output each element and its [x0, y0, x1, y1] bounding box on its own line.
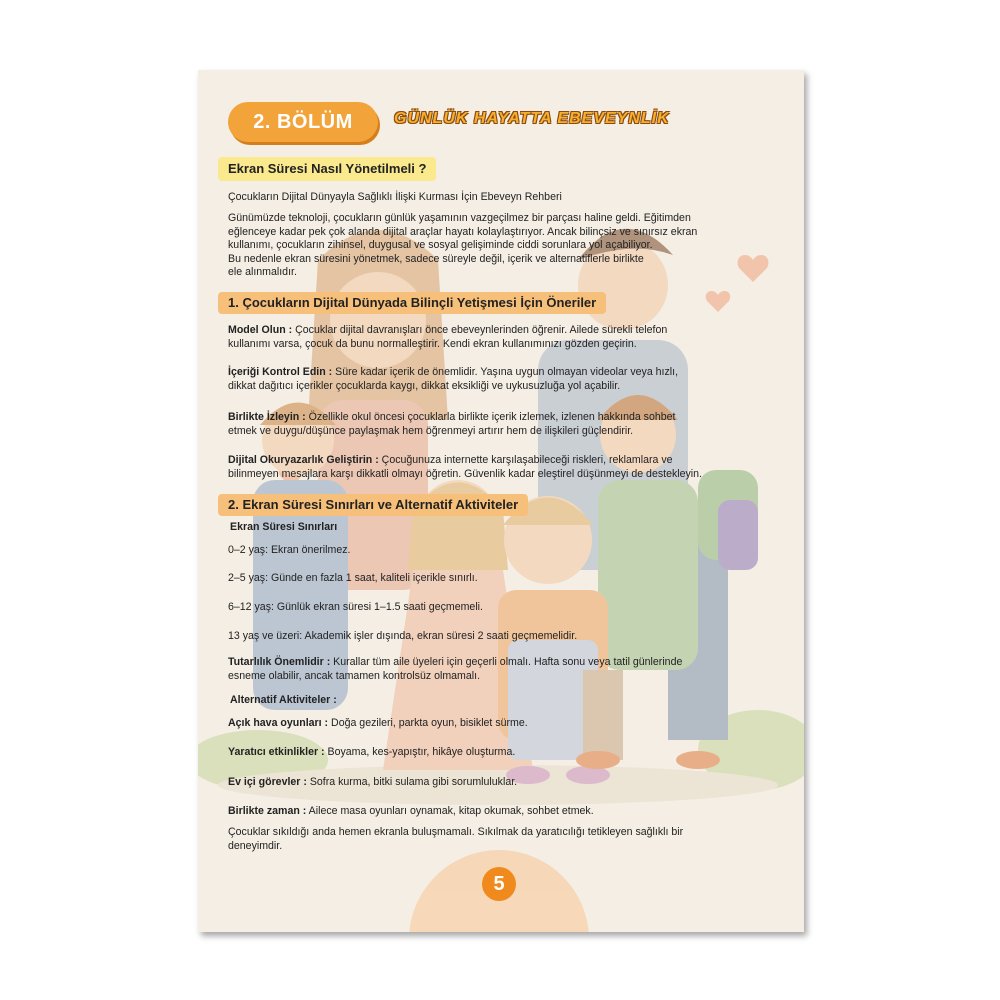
activity-item: [228, 805, 776, 819]
activity-item: [228, 776, 776, 790]
closing-paragraph: [228, 826, 776, 853]
closing-line: Çocuklar sıkıldığı anda hemen ekranla buluşmamalı. Sıkılmak da yaratıcılığı tetikleyen sağlıklı bir: [228, 826, 684, 838]
consistency-note: [228, 656, 776, 683]
limits-title-text: Ekran Süresi Sınırları: [230, 521, 338, 533]
limits-title: [230, 521, 778, 535]
limit-item: 2–5 yaş: Günde en fazla 1 saat, kaliteli içerikle sınırlı.: [228, 572, 478, 584]
chapter-badge: [228, 102, 378, 142]
recommendation-item: [228, 324, 776, 351]
chapter-label: 2. BÖLÜM: [253, 111, 353, 133]
consistency-text: esneme olabilir, ancak tamamen kontrolsüz olmamalı.: [228, 669, 481, 682]
item-text: Süre kadar içerik de önemlidir. Yaşına uygun olmayan videolar veya hızlı,: [332, 366, 679, 378]
intro-line: ele alınmalıdır.: [228, 266, 297, 278]
recommendation-item: [228, 411, 776, 438]
item-label: Birlikte İzleyin :: [228, 411, 306, 423]
activity-label: Yaratıcı etkinlikler :: [228, 746, 325, 758]
section-heading-limits: 2. Ekran Süresi Sınırları ve Alternatif Aktiviteler: [218, 494, 528, 516]
consistency-text: Kurallar tüm aile üyeleri için geçerli olmalı. Hafta sonu veya tatil günlerinde: [330, 656, 683, 668]
item-label: Model Olun :: [228, 324, 293, 336]
document-page: [198, 70, 804, 932]
activity-item: [228, 717, 776, 731]
activity-label: Ev içi görevler :: [228, 776, 307, 788]
item-label: Dijital Okuryazarlık Geliştirin :: [228, 454, 379, 466]
activity-label: Açık hava oyunları :: [228, 717, 329, 729]
activity-text: Boyama, kes-yapıştır, hikâye oluşturma.: [324, 746, 516, 758]
activity-item: [228, 746, 776, 760]
item-text: etmek ve duygu/düşünce paylaşmak hem öğrenmeyi artırır hem de ilişkileri güçlendirir.: [228, 424, 634, 437]
alternatives-title: [230, 694, 778, 708]
intro-paragraph: [228, 212, 776, 280]
limit-item: 6–12 yaş: Günlük ekran süresi 1–1.5 saati geçmemeli.: [228, 601, 483, 613]
intro-line: Bu nedenle ekran süresini yönetmek, sadece süreyle değil, içerik ve alternatiflerle birlikte: [228, 252, 644, 265]
chapter-title: GÜNLÜK HAYATTA EBEVEYNLİK: [394, 110, 670, 127]
item-text: dikkat dağıtıcı içerikler çocuklarda kaygı, dikkat eksikliği ve uykusuzluğa yol açabilir.: [228, 379, 621, 392]
page-number: 5: [482, 867, 516, 901]
item-text: kullanımı varsa, çocuk da bunu normalleştirir. Kendi ekran kullanımınızı gözden geçirin.: [228, 337, 637, 350]
section-subtitle: Çocukların Dijital Dünyayla Sağlıklı İlişki Kurması İçin Ebeveyn Rehberi: [228, 191, 562, 203]
item-label: İçeriği Kontrol Edin :: [228, 366, 333, 378]
consistency-label: Tutarlılık Önemlidir :: [228, 656, 331, 668]
section-heading-recommendations: 1. Çocukların Dijital Dünyada Bilinçli Yetişmesi İçin Öneriler: [218, 292, 606, 314]
activity-label: Birlikte zaman :: [228, 805, 307, 817]
item-text: Çocuklar dijital davranışları önce ebeveynlerinden öğrenir. Ailede sürekli telefon: [292, 324, 668, 336]
item-text: Özellikle okul öncesi çocuklarla birlikte içerik izlemek, izlenen hakkında sohbet: [305, 411, 676, 423]
recommendation-item: [228, 454, 776, 481]
intro-line: kullanımı, çocukların zihinsel, duygusal ve sosyal gelişiminde ciddi sorunlara yol açabiliyor.: [228, 239, 653, 251]
item-text: Çocuğunuza internette karşılaşabileceği riskleri, reklamlara ve: [378, 454, 673, 466]
alternatives-title-text: Alternatif Aktiviteler :: [230, 694, 337, 706]
limit-item: 13 yaş ve üzeri: Akademik işler dışında, ekran süresi 2 saati geçmemelidir.: [228, 630, 578, 642]
activity-text: Ailece masa oyunları oynamak, kitap okumak, sohbet etmek.: [306, 805, 594, 817]
activity-text: Doğa gezileri, parkta oyun, bisiklet sürme.: [328, 717, 528, 729]
limit-item: 0–2 yaş: Ekran önerilmez.: [228, 544, 351, 556]
recommendation-item: [228, 366, 776, 393]
activity-text: Sofra kurma, bitki sulama gibi sorumluluklar.: [306, 776, 518, 788]
intro-line: eğlenceye kadar pek çok alanda dijital araçlar hayatı kolaylaştırıyor. Ancak bilinçsiz ve sınırsız ekran: [228, 225, 698, 238]
intro-line: Günümüzde teknoloji, çocukların günlük yaşamının vazgeçilmez bir parçası haline geldi. Eğitimden: [228, 212, 691, 224]
closing-line: deneyimdir.: [228, 839, 283, 852]
item-text: bilinmeyen mesajlara karşı dikkatli olmayı öğretin. Güvenlik kadar eleştirel düşünmeyi de destekleyin.: [228, 467, 702, 480]
section-heading-screen-time: Ekran Süresi Nasıl Yönetilmeli ?: [218, 157, 436, 181]
